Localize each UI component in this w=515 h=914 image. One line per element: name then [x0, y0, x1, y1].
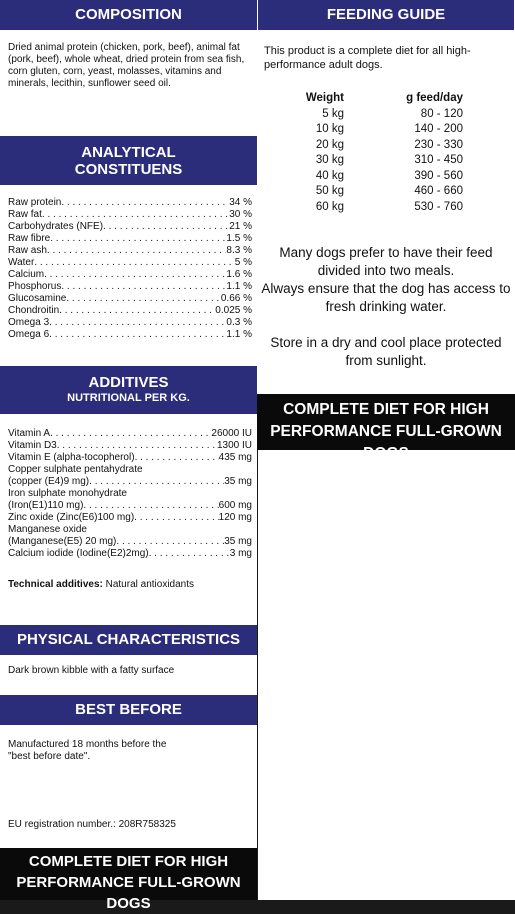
feeding-amount: 390 - 560: [414, 169, 463, 182]
analytical-row-value: 0.66 %: [220, 293, 252, 304]
analytical-row-value: 1.5 %: [226, 233, 252, 244]
right-footer-line1: COMPLETE DIET FOR HIGH: [283, 401, 489, 418]
additive-row: [8, 500, 252, 512]
additive-row: [8, 428, 252, 440]
analytical-row-leader-dots: [44, 269, 226, 281]
feeding-weight: 20 kg: [315, 138, 344, 151]
analytical-row-label: Omega 6: [8, 329, 50, 340]
analytical-row: [8, 293, 252, 305]
analytical-row-label: Carbohydrates (NFE): [8, 221, 104, 232]
analytical-row-leader-dots: [34, 257, 234, 269]
analytical-row-label: Raw protein: [8, 197, 62, 208]
best-before-text: [8, 739, 252, 763]
additive-row: [8, 440, 252, 452]
best-before-header: BEST BEFORE: [0, 695, 257, 725]
feeding-amount: 140 - 200: [414, 123, 463, 135]
feeding-note-storage: Store in a dry and cool place protected from sunlight.: [270, 335, 502, 368]
technical-additives-label: Technical additives:: [8, 579, 103, 590]
additive-row-value: 26000 IU: [211, 428, 252, 439]
additive-row-leader-dots: [89, 476, 224, 488]
analytical-row-leader-dots: [61, 197, 229, 209]
analytical-row-value: 0.3 %: [226, 317, 252, 328]
left-footer-line2: PERFORMANCE FULL-GROWN DOGS: [16, 874, 241, 912]
additive-row-leader-dots: [135, 452, 219, 464]
analytical-title-line2: CONSTITUENS: [74, 161, 183, 178]
feeding-row: [258, 153, 514, 169]
analytical-row: [8, 305, 252, 317]
analytical-row-value: 34 %: [229, 197, 252, 208]
feeding-weight: 10 kg: [315, 123, 344, 135]
additive-row-value: 120 mg: [218, 512, 252, 523]
additive-row-label: (Iron(E1)110 mg): [8, 500, 84, 511]
additive-row-label: (copper (E4)9 mg): [8, 476, 90, 487]
analytical-row-leader-dots: [50, 233, 226, 245]
weight-column-header: Weight: [305, 92, 344, 104]
feeding-intro: This product is a complete diet for all high-performance adult dogs.: [264, 45, 471, 71]
additive-row-label: Vitamin A: [8, 428, 51, 439]
feeding-amount: 310 - 450: [414, 154, 463, 166]
analytical-row-value: 1.1 %: [226, 281, 252, 292]
analytical-row: [8, 221, 252, 233]
feeding-table: [258, 91, 514, 215]
additive-row-value: 435 mg: [218, 452, 252, 463]
analytical-title-line1: ANALYTICAL: [81, 144, 176, 161]
feeding-row: [258, 107, 514, 123]
physical-header: PHYSICAL CHARACTERISTICS: [0, 625, 257, 655]
feeding-amount: 530 - 760: [414, 200, 463, 213]
right-footer-banner: [257, 394, 515, 462]
feeding-amount: 230 - 330: [414, 138, 463, 151]
analytical-row-leader-dots: [59, 305, 215, 317]
analytical-row: [8, 329, 252, 341]
analytical-row-label: Calcium: [8, 269, 45, 280]
analytical-row: [8, 233, 252, 245]
analytical-row-label: Raw ash: [8, 245, 47, 256]
analytical-row-leader-dots: [42, 209, 229, 221]
left-footer-banner: [0, 848, 257, 912]
additives-subtitle: NUTRITIONAL PER KG.: [67, 392, 190, 404]
analytical-row-value: 8.3 %: [226, 245, 252, 256]
feeding-weight: 50 kg: [315, 185, 344, 197]
feeding-row: [258, 138, 514, 154]
feeding-rows: [258, 107, 514, 216]
additive-row-label: Vitamin E (alpha-tocopherol): [8, 452, 135, 463]
technical-additives-value: Natural antioxidants: [105, 579, 195, 590]
additive-row-leader-dots: [134, 512, 218, 524]
feeding-weight: 60 kg: [315, 200, 344, 213]
analytical-row-label: Glucosamine: [8, 293, 67, 304]
feeding-note-water: Always ensure that the dog has access to fresh drinking water.: [261, 281, 511, 314]
feeding-header: FEEDING GUIDE: [258, 0, 514, 30]
analytical-row-value: 1.1 %: [226, 329, 252, 340]
feeding-amount: 80 - 120: [420, 107, 463, 120]
analytical-row: [8, 245, 252, 257]
additive-row-label: Vitamin D3: [8, 440, 57, 451]
physical-text: Dark brown kibble with a fatty surface: [8, 665, 175, 676]
analytical-header: [0, 136, 257, 185]
additive-row-label: Calcium iodide (Iodine(E2)2mg): [8, 548, 149, 559]
analytical-row-label: Raw fat: [8, 209, 42, 220]
analytical-row-label: Omega 3: [8, 317, 50, 328]
additive-name: Iron sulphate monohydrate: [8, 488, 127, 499]
analytical-row: [8, 257, 252, 269]
analytical-row-leader-dots: [66, 293, 221, 305]
lower-right-divider: [257, 450, 258, 900]
analytical-row: [8, 197, 252, 209]
technical-additives: [8, 579, 252, 591]
additive-row: [8, 452, 252, 464]
feed-column-header: g feed/day: [406, 92, 463, 104]
additive-row-leader-dots: [116, 536, 224, 548]
additive-row-leader-dots: [57, 440, 217, 452]
analytical-row: [8, 269, 252, 281]
eu-registration: EU registration number.: 208R758325: [8, 819, 176, 830]
analytical-row-value: 21 %: [229, 221, 252, 232]
additive-row-label: (Manganese(E5) 20 mg): [8, 536, 117, 547]
feeding-notes: [261, 244, 511, 370]
additive-row-value: 35 mg: [224, 476, 252, 487]
analytical-row-value: 5 %: [234, 257, 252, 268]
analytical-row-leader-dots: [49, 329, 226, 341]
feeding-note-meals: Many dogs prefer to have their feed divided into two meals.: [279, 245, 493, 278]
analytical-row-value: 0.025 %: [215, 305, 252, 316]
analytical-row: [8, 317, 252, 329]
additive-row-label: Zinc oxide (Zinc(E6)100 mg): [8, 512, 135, 523]
analytical-row-leader-dots: [103, 221, 229, 233]
analytical-row-label: Water: [8, 257, 35, 268]
additive-row-leader-dots: [83, 500, 218, 512]
additive-row-leader-dots: [149, 548, 230, 560]
analytical-row-label: Raw fibre: [8, 233, 51, 244]
feeding-row: [258, 184, 514, 200]
feeding-row: [258, 122, 514, 138]
analytical-row: [8, 281, 252, 293]
analytical-list: [8, 197, 252, 341]
analytical-row-leader-dots: [47, 245, 227, 257]
additive-row: [8, 536, 252, 548]
analytical-row-label: Chondroitin: [8, 305, 60, 316]
best-before-line1: Manufactured 18 months before the: [8, 739, 167, 750]
additive-row-value: 1300 IU: [216, 440, 252, 451]
feeding-row: [258, 169, 514, 185]
feeding-weight: 30 kg: [315, 154, 344, 166]
best-before-line2: "best before date".: [8, 751, 91, 762]
analytical-row-label: Phosphorus: [8, 281, 62, 292]
additives-header: [0, 366, 257, 414]
additive-row-value: 35 mg: [224, 536, 252, 547]
additives-list: [8, 428, 252, 560]
composition-header: COMPOSITION: [0, 0, 257, 30]
analytical-row-leader-dots: [61, 281, 226, 293]
additive-row-value: 600 mg: [218, 500, 252, 511]
additive-name: Manganese oxide: [8, 524, 87, 535]
additive-row-value: 3 mg: [229, 548, 252, 559]
additive-row-leader-dots: [50, 428, 211, 440]
additive-row: [8, 476, 252, 488]
additive-name: Copper sulphate pentahydrate: [8, 464, 143, 475]
additives-title: ADDITIVES: [88, 374, 169, 391]
feeding-weight: 40 kg: [315, 169, 344, 182]
right-footer-line2: PERFORMANCE FULL-GROWN DOGS: [270, 423, 502, 462]
composition-text: Dried animal protein (chicken, pork, beef), animal fat (pork, beef), whole wheat, dried protein from sea fish, corn gluten, corn, yeast, molasses, vitamins and minerals, lecithin, sunflower seed oil.: [8, 42, 245, 89]
analytical-row: [8, 209, 252, 221]
feeding-amount: 460 - 660: [414, 185, 463, 197]
additive-row: [8, 512, 252, 524]
analytical-row-value: 1.6 %: [226, 269, 252, 280]
additive-row: [8, 548, 252, 560]
left-footer-line1: COMPLETE DIET FOR HIGH: [28, 853, 229, 870]
feeding-weight: 5 kg: [322, 107, 344, 120]
feeding-row: [258, 200, 514, 216]
analytical-row-leader-dots: [49, 317, 226, 329]
analytical-row-value: 30 %: [229, 209, 252, 220]
left-column: [0, 0, 257, 912]
